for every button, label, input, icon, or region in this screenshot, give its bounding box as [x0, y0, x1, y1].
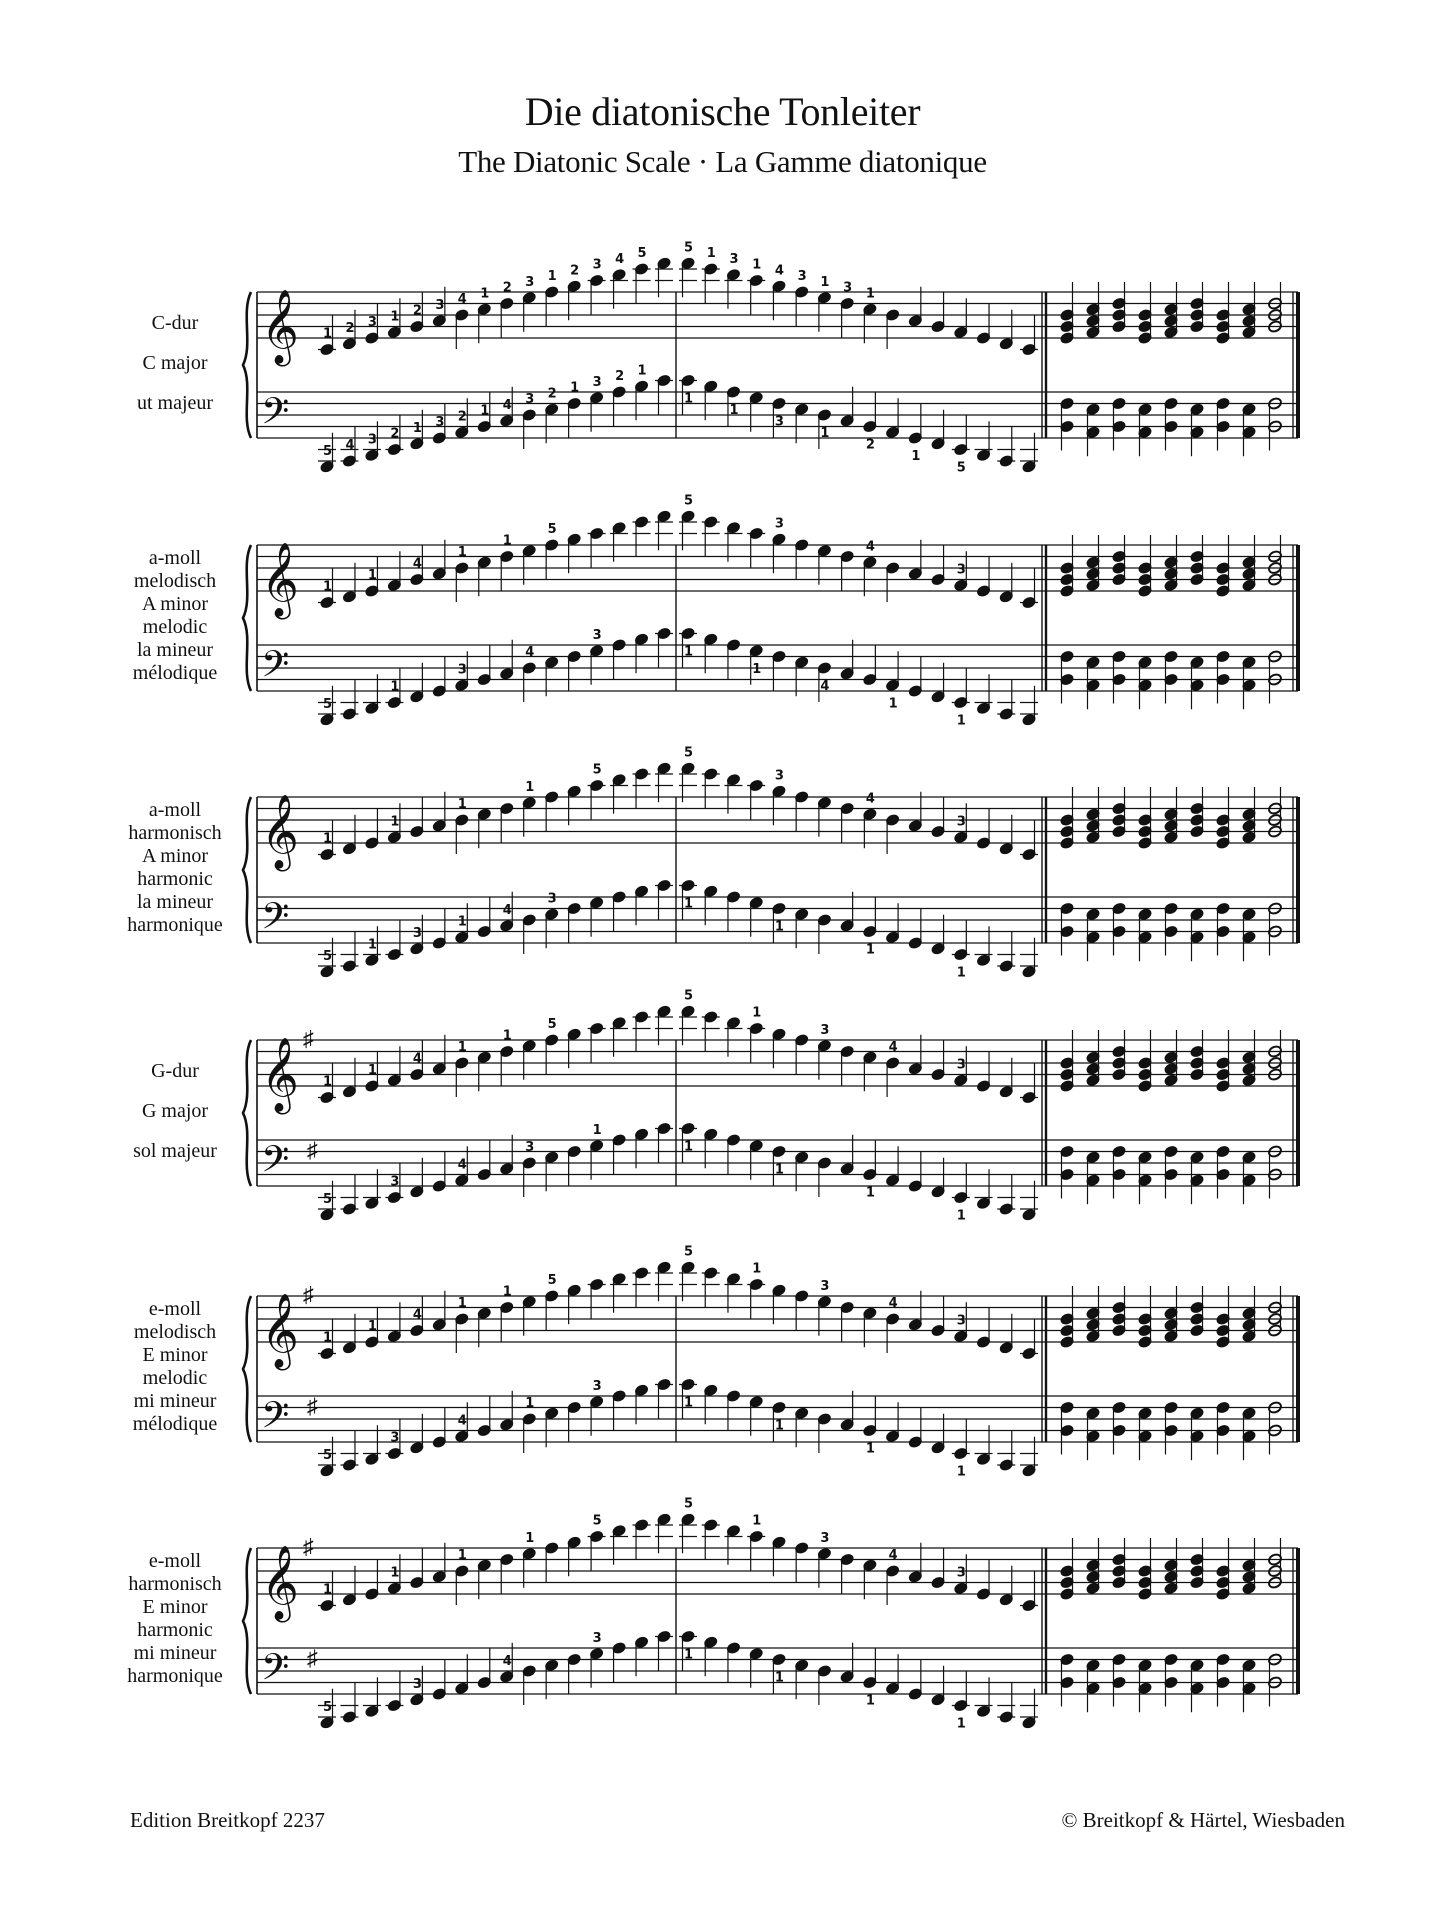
sharp-icon: ♯ [303, 1026, 314, 1051]
treble-clef-icon: 𝄞 [261, 544, 299, 615]
fingering-number: 2 [457, 409, 467, 425]
sharp-icon: ♯ [307, 1137, 318, 1163]
bass-clef-icon: 𝄢 [261, 644, 290, 694]
fingering-number: 1 [956, 1716, 966, 1732]
fingering-number: 5 [547, 1017, 557, 1032]
fingering-number: 4 [888, 1548, 898, 1563]
fingering-number: 5 [684, 745, 694, 761]
label-line: harmonique [127, 914, 223, 936]
fingering-number: 4 [502, 902, 512, 918]
copyright-notice: © Breitkopf & Härtel, Wiesbaden [1061, 1808, 1345, 1832]
fingering-number: 4 [615, 251, 625, 267]
fingering-number: 1 [480, 286, 490, 302]
brace [243, 1548, 251, 1694]
fingering-number: 3 [435, 415, 445, 430]
fingering-number: 3 [956, 1565, 966, 1581]
fingering-number: 1 [865, 1693, 875, 1709]
fingering-number: 1 [774, 1418, 784, 1434]
fingering-number: 1 [865, 286, 875, 302]
fingering-number: 4 [888, 1040, 898, 1055]
fingering-number: 2 [390, 426, 400, 442]
label-line: a-moll [148, 547, 202, 569]
fingering-number: 2 [412, 303, 422, 319]
fingering-number: 3 [412, 925, 422, 941]
fingering-number: 4 [525, 645, 535, 660]
fingering-number: 5 [547, 522, 557, 537]
treble-clef-icon: 𝄞 [261, 1547, 299, 1618]
fingering-number: 3 [774, 414, 784, 430]
fingering-number: 1 [684, 644, 694, 660]
label-line: e-moll [148, 1298, 202, 1320]
fingering-number: 3 [457, 662, 467, 678]
label-line: E minor [142, 1596, 208, 1618]
label-line: ut majeur [136, 392, 214, 414]
label-line: A minor [141, 593, 209, 615]
treble-clef-icon: 𝄞 [261, 291, 299, 362]
fingering-number: 3 [367, 315, 377, 330]
label-line: mi mineur [133, 1642, 217, 1664]
fingering-number: 5 [684, 493, 694, 509]
fingering-number: 3 [956, 1057, 966, 1073]
fingering-number: 1 [390, 814, 400, 830]
fingering-number: 3 [820, 1022, 830, 1038]
fingering-number: 3 [592, 1630, 602, 1646]
fingering-number: 2 [570, 263, 580, 279]
fingering-number: 3 [820, 1278, 830, 1294]
fingering-number: 4 [820, 679, 830, 694]
fingering-number: 1 [570, 380, 580, 396]
fingering-number: 1 [525, 779, 535, 795]
label-line: a-moll [148, 799, 202, 821]
label-line: C major [142, 352, 208, 374]
fingering-number: 1 [684, 1395, 694, 1411]
fingering-number: 1 [367, 937, 377, 953]
label-line: C-dur [151, 312, 199, 334]
label-line: harmonic [137, 1619, 213, 1641]
fingering-number: 4 [774, 263, 784, 279]
fingering-number: 1 [706, 246, 716, 261]
fingering-number: 5 [323, 1447, 333, 1463]
fingering-number: 5 [323, 443, 333, 459]
fingering-number: 2 [502, 280, 512, 296]
fingering-number: 4 [502, 1653, 512, 1669]
fingering-number: 5 [684, 240, 694, 256]
fingering-number: 3 [592, 1378, 602, 1394]
fingering-number: 5 [592, 762, 602, 778]
fingering-number: 3 [435, 297, 445, 313]
fingering-number: 1 [956, 1464, 966, 1480]
fingering-number: 4 [502, 397, 512, 413]
fingering-number: 3 [729, 251, 739, 267]
label-line: A minor [141, 845, 209, 867]
label-line: G-dur [151, 1060, 199, 1082]
fingering-number: 1 [684, 1647, 694, 1663]
fingering-number: 1 [457, 1040, 467, 1055]
fingering-number: 4 [457, 1413, 467, 1429]
fingering-number: 1 [592, 1122, 602, 1138]
sharp-icon: ♯ [307, 1645, 318, 1671]
fingering-number: 1 [502, 1284, 512, 1300]
fingering-number: 5 [323, 948, 333, 964]
fingering-number: 1 [323, 1582, 333, 1598]
fingering-number: 3 [956, 814, 966, 830]
sharp-icon: ♯ [307, 1393, 318, 1419]
fingering-number: 1 [820, 426, 830, 441]
fingering-number: 1 [457, 545, 467, 560]
bass-clef-icon: 𝄢 [261, 391, 290, 441]
fingering-number: 1 [323, 831, 333, 847]
fingering-number: 1 [457, 1296, 467, 1311]
label-line: harmonic [137, 868, 213, 890]
fingering-number: 1 [865, 1185, 875, 1201]
fingering-number: 1 [956, 965, 966, 981]
page-subtitle: The Diatonic Scale · La Gamme diatonique [458, 144, 987, 179]
fingering-number: 3 [956, 562, 966, 578]
sharp-icon: ♯ [303, 1282, 314, 1307]
fingering-number: 1 [865, 1441, 875, 1457]
label-line: melodic [142, 616, 208, 638]
fingering-number: 1 [774, 1670, 784, 1686]
fingering-number: 4 [457, 1157, 467, 1173]
fingering-number: 1 [820, 274, 830, 290]
fingering-number: 4 [865, 539, 875, 555]
fingering-number: 5 [684, 1244, 694, 1260]
fingering-number: 2 [865, 437, 875, 453]
label-line: E minor [142, 1344, 208, 1366]
fingering-number: 1 [547, 269, 557, 284]
sharp-icon: ♯ [303, 1534, 314, 1559]
fingering-number: 3 [843, 280, 853, 296]
fingering-number: 3 [390, 1174, 400, 1190]
label-line: e-moll [148, 1550, 202, 1572]
label-line: sol majeur [133, 1140, 217, 1162]
fingering-number: 3 [774, 516, 784, 532]
label-line: melodisch [133, 1321, 217, 1343]
fingering-number: 1 [752, 1513, 762, 1529]
edition-number: Edition Breitkopf 2237 [130, 1808, 325, 1832]
fingering-number: 1 [323, 326, 333, 342]
fingering-number: 3 [592, 627, 602, 643]
fingering-number: 3 [525, 392, 535, 407]
fingering-number: 1 [457, 797, 467, 812]
bass-clef-icon: 𝄢 [261, 1139, 290, 1189]
fingering-number: 5 [547, 1273, 557, 1288]
fingering-number: 5 [684, 988, 694, 1004]
fingering-number: 4 [412, 1051, 422, 1067]
fingering-number: 1 [525, 1396, 535, 1411]
fingering-number: 3 [774, 768, 784, 784]
fingering-number: 1 [956, 713, 966, 729]
fingering-number: 3 [412, 1676, 422, 1692]
fingering-number: 3 [525, 274, 535, 290]
label-line: la mineur [136, 891, 214, 913]
treble-clef-icon: 𝄞 [261, 796, 299, 867]
fingering-number: 1 [525, 1530, 535, 1546]
fingering-number: 3 [390, 1430, 400, 1446]
fingering-number: 1 [729, 403, 739, 418]
fingering-number: 5 [323, 1191, 333, 1207]
fingering-number: 1 [684, 391, 694, 407]
fingering-number: 4 [888, 1296, 898, 1311]
fingering-number: 1 [637, 363, 647, 379]
bass-clef-icon: 𝄢 [261, 896, 290, 946]
fingering-number: 1 [956, 1208, 966, 1224]
label-line: melodisch [133, 570, 217, 592]
fingering-number: 1 [457, 914, 467, 930]
label-line: harmonisch [128, 1573, 222, 1595]
fingering-number: 5 [323, 696, 333, 712]
fingering-number: 3 [956, 1313, 966, 1329]
fingering-number: 1 [752, 257, 762, 273]
treble-clef-icon: 𝄞 [261, 1039, 299, 1110]
label-line: la mineur [136, 639, 214, 661]
fingering-number: 1 [323, 579, 333, 595]
fingering-number: 3 [592, 257, 602, 273]
fingering-number: 3 [525, 1140, 535, 1155]
fingering-number: 5 [684, 1496, 694, 1512]
fingering-number: 1 [502, 533, 512, 549]
fingering-number: 1 [390, 1565, 400, 1581]
bass-clef-icon: 𝄢 [261, 1647, 290, 1697]
fingering-number: 3 [797, 269, 807, 284]
fingering-number: 1 [457, 1548, 467, 1563]
fingering-number: 3 [367, 432, 377, 448]
label-line: mélodique [132, 662, 218, 684]
fingering-number: 3 [820, 1530, 830, 1546]
fingering-number: 1 [684, 896, 694, 912]
fingering-number: 1 [390, 679, 400, 695]
fingering-number: 5 [637, 246, 647, 261]
fingering-number: 1 [367, 1319, 377, 1334]
fingering-number: 2 [547, 386, 557, 402]
label-line: G major [141, 1100, 209, 1122]
fingering-number: 1 [412, 420, 422, 436]
fingering-number: 5 [956, 460, 966, 476]
fingering-number: 4 [345, 438, 355, 453]
fingering-number: 2 [615, 369, 625, 384]
fingering-number: 1 [323, 1074, 333, 1090]
fingering-number: 3 [547, 891, 557, 907]
fingering-number: 1 [390, 309, 400, 325]
fingering-number: 4 [412, 1307, 422, 1323]
fingering-number: 1 [774, 919, 784, 935]
fingering-number: 3 [592, 374, 602, 390]
label-line: mélodique [132, 1413, 218, 1435]
fingering-number: 1 [865, 942, 875, 958]
fingering-number: 4 [865, 791, 875, 807]
treble-clef-icon: 𝄞 [261, 1295, 299, 1366]
label-line: harmonique [127, 1665, 223, 1687]
fingering-number: 1 [480, 403, 490, 419]
fingering-number: 1 [752, 661, 762, 677]
label-line: melodic [142, 1367, 208, 1389]
fingering-number: 1 [684, 1139, 694, 1155]
fingering-number: 1 [367, 568, 377, 583]
fingering-number: 4 [412, 556, 422, 572]
fingering-number: 1 [323, 1330, 333, 1346]
fingering-number: 5 [592, 1513, 602, 1529]
page-title: Die diatonische Tonleiter [524, 89, 921, 134]
label-line: harmonisch [128, 822, 222, 844]
label-line: mi mineur [133, 1390, 217, 1412]
fingering-number: 2 [345, 320, 355, 336]
fingering-number: 1 [752, 1261, 762, 1277]
bass-clef-icon: 𝄢 [261, 1395, 290, 1445]
fingering-number: 1 [774, 1162, 784, 1178]
fingering-number: 4 [457, 292, 467, 307]
fingering-number: 5 [323, 1699, 333, 1715]
fingering-number: 1 [888, 696, 898, 712]
fingering-number: 1 [911, 449, 921, 464]
fingering-number: 1 [502, 1028, 512, 1044]
fingering-number: 1 [752, 1005, 762, 1021]
fingering-number: 1 [367, 1063, 377, 1078]
